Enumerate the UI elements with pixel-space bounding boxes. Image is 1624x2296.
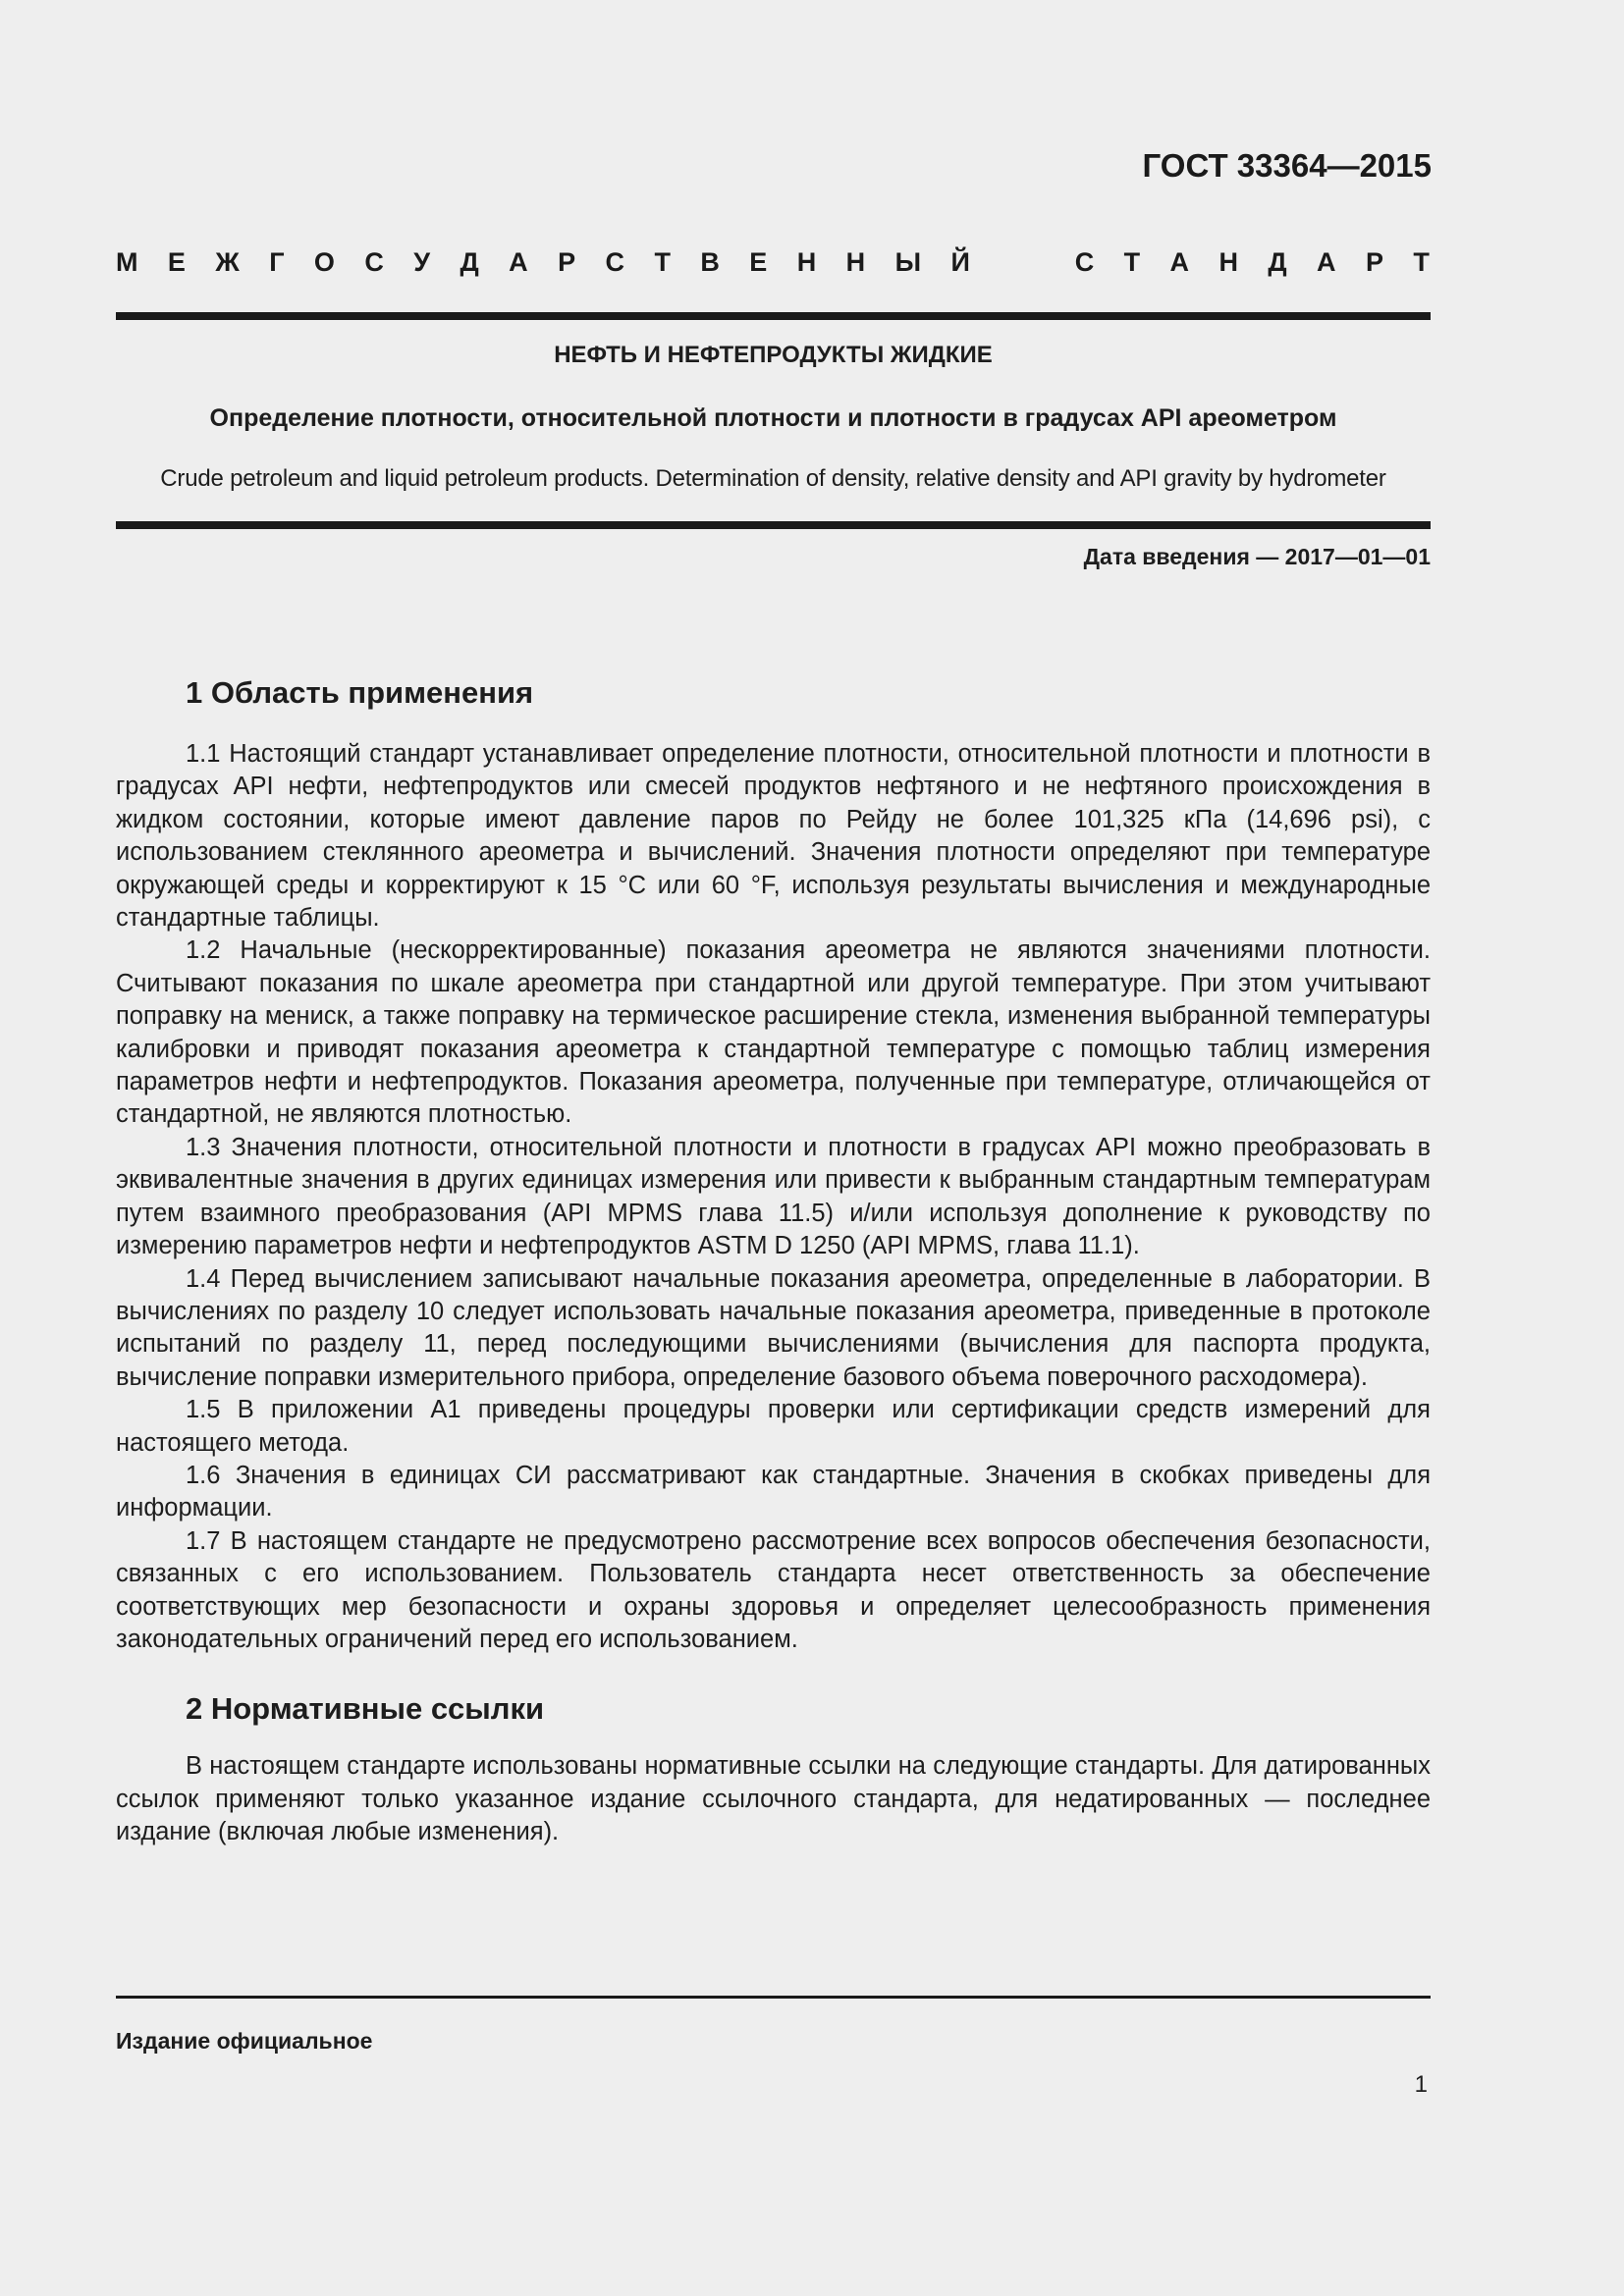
document-title: НЕФТЬ И НЕФТЕПРОДУКТЫ ЖИДКИЕ <box>554 342 993 368</box>
footer-divider <box>116 1996 1431 1999</box>
std-letter: А <box>1317 247 1336 277</box>
std-letter: М <box>116 247 138 277</box>
std-letter: Ж <box>215 247 240 277</box>
std-letter: В <box>700 247 720 277</box>
std-letter: С <box>1074 247 1095 277</box>
page-number: 1 <box>1414 2071 1428 2098</box>
section-1-heading: 1 Область применения <box>186 675 534 710</box>
paragraph-1-6: 1.6 Значения в единицах СИ рассматривают как стандартные. Значения в скобках приведены для информации. <box>116 1461 1431 1522</box>
std-letter: У <box>413 247 431 277</box>
std-letter: Н <box>796 247 817 277</box>
section-2-heading: 2 Нормативные ссылки <box>186 1691 545 1727</box>
std-letter: Г <box>269 247 285 277</box>
std-letter: Н <box>845 247 866 277</box>
std-letter: С <box>605 247 625 277</box>
introduction-date: Дата введения — 2017—01—01 <box>1083 544 1431 569</box>
paragraph-1-1: 1.1 Настоящий стандарт устанавливает определение плотности, относительной плотности и плотности в градусах API нефти, нефтепродуктов или смесей продуктов нефтяного и не нефтяного происхождения в жидком состоянии, которые имеют давление паров по Рейду не более 101,325 кПа (14,696 psi), с использованием стеклянного ареометра и вычислений. Значения плотности определяют при температуре окружающей среды и корректируют к 15 °C или 60 °F, используя результаты вычисления и международные стандартные таблицы. <box>116 740 1431 933</box>
paragraph-1-4: 1.4 Перед вычислением записывают начальные показания ареометра, определенные в лаборатории. В вычислениях по разделу 10 следует использовать начальные показания ареометра, приведенные в протоколе испытаний по разделу 11, перед последующими вычислениями (вычисления для паспорта продукта, вычисление поправки измерительного прибора, определение базового объема поверочного расходомера). <box>116 1264 1431 1391</box>
title-bottom-divider <box>116 521 1431 529</box>
std-letter: Д <box>1268 247 1287 277</box>
paragraph-2-intro: В настоящем стандарте использованы нормативные ссылки на следующие стандарты. Для датированных ссылок применяют только указанное издание ссылочного стандарта, для недатированных — последнее издание (включая любые изменения). <box>116 1752 1431 1846</box>
std-letter: Е <box>749 247 768 277</box>
std-letter: А <box>509 247 528 277</box>
paragraph-1-3: 1.3 Значения плотности, относительной плотности и плотности в градусах API можно преобразовать в эквивалентные значения в других единицах измерения или привести к выбранным стандартным температурам путем взаимного преобразования (API MPMS глава 11.5) и/или используя дополнение к руководству по измерению параметров нефти и нефтепродуктов ASTM D 1250 (API MPMS, глава 11.1). <box>116 1133 1431 1260</box>
std-letter: С <box>364 247 384 277</box>
paragraph-1-7: 1.7 В настоящем стандарте не предусмотрено рассмотрение всех вопросов обеспечения безопасности, связанных с его использованием. Пользователь стандарта несет ответственность за обеспечение соответствующих мер безопасности и охраны здоровья и определяет целесообразность применения законодательных ограничений перед его использованием. <box>116 1526 1431 1653</box>
std-letter: Д <box>460 247 479 277</box>
document-subtitle: Определение плотности, относительной плотности и плотности в градусах API ареометром <box>209 404 1337 432</box>
document-body <box>116 673 1431 1849</box>
english-title: Crude petroleum and liquid petroleum products. Determination of density, relative density and API gravity by hydrometer <box>160 465 1386 492</box>
std-letter: Т <box>1413 247 1430 277</box>
std-letter: Ы <box>894 247 922 277</box>
document-code: ГОСТ 33364—2015 <box>1142 147 1432 184</box>
std-letter: Й <box>950 247 970 277</box>
std-letter: О <box>313 247 335 277</box>
paragraph-1-5: 1.5 В приложении А1 приведены процедуры проверки или сертификации средств измерений для настоящего метода. <box>116 1396 1431 1457</box>
edition-label: Издание официальное <box>116 2028 373 2054</box>
std-letter: Р <box>1365 247 1383 277</box>
std-letter: Т <box>1123 247 1141 277</box>
std-letter: Р <box>558 247 576 277</box>
std-letter: Н <box>1218 247 1238 277</box>
standard-type-heading <box>116 247 1430 278</box>
std-letter: Т <box>654 247 671 277</box>
std-letter: Е <box>167 247 186 277</box>
std-letter: А <box>1169 247 1190 277</box>
paragraph-1-2: 1.2 Начальные (нескорректированные) показания ареометра не являются значениями плотности. Считывают показания по шкале ареометра при стандартной или другой температуре. При этом учитывают поправку на мениск, а также поправку на термическое расширение стекла, изменения выбранной температуры калибровки и приводят показания ареометра к стандартной температуре с помощью таблиц измерения параметров нефти и нефтепродуктов. Показания ареометра, полученные при температуре, отличающейся от стандартной, не являются плотностью. <box>116 936 1431 1129</box>
top-divider <box>116 312 1431 320</box>
